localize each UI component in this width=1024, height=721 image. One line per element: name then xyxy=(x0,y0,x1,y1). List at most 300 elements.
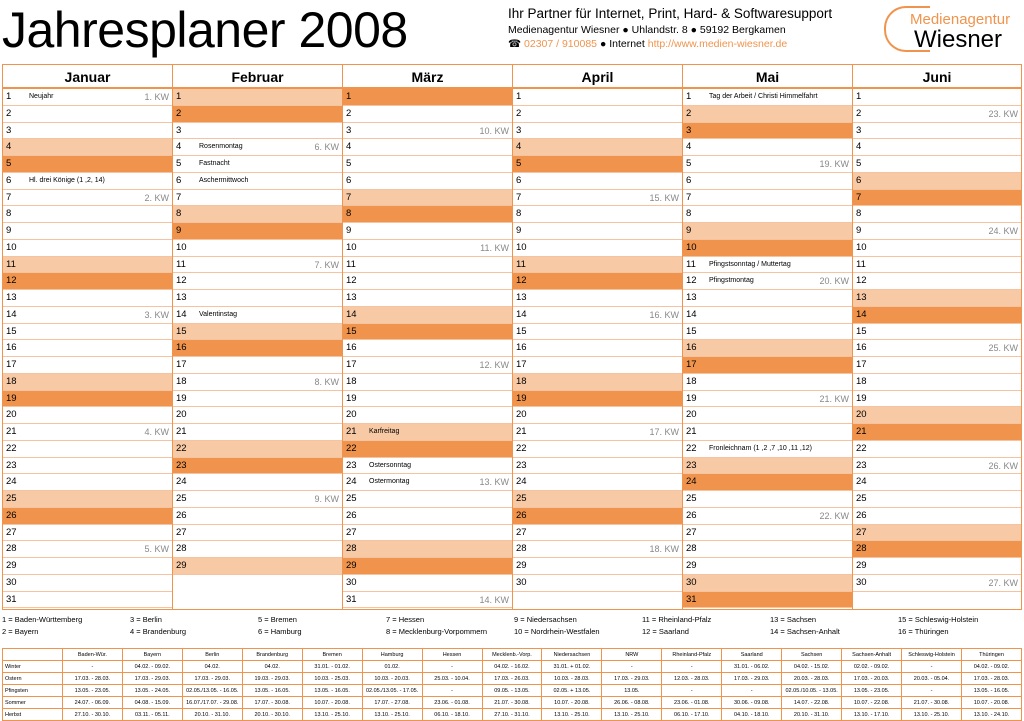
day-row[interactable] xyxy=(3,592,172,609)
day-row[interactable] xyxy=(343,558,512,575)
day-row[interactable] xyxy=(683,106,852,123)
day-row[interactable] xyxy=(513,190,682,207)
day-row[interactable] xyxy=(3,458,172,475)
table-cell: 13.10. - 25.10. xyxy=(602,709,662,721)
day-row[interactable] xyxy=(3,474,172,491)
day-row[interactable] xyxy=(853,89,1021,106)
day-row[interactable] xyxy=(173,223,342,240)
day-row[interactable] xyxy=(3,508,172,525)
day-row[interactable] xyxy=(513,173,682,190)
day-row[interactable] xyxy=(683,407,852,424)
day-number: 1 xyxy=(346,91,352,102)
day-row[interactable] xyxy=(343,340,512,357)
day-row[interactable] xyxy=(853,307,1021,324)
day-number: 8 xyxy=(516,208,522,220)
day-row[interactable] xyxy=(853,223,1021,240)
day-row[interactable] xyxy=(683,156,852,173)
day-row[interactable] xyxy=(513,541,682,558)
day-row[interactable] xyxy=(173,123,342,140)
day-number: 11 xyxy=(176,258,186,270)
day-row[interactable] xyxy=(683,491,852,508)
day-row[interactable] xyxy=(3,357,172,374)
internet-label: ● Internet xyxy=(599,38,645,50)
day-row[interactable] xyxy=(173,206,342,223)
day-number: 8 xyxy=(856,208,862,220)
day-number: 12 xyxy=(176,275,187,287)
table-header-cell: Saarland xyxy=(722,649,782,661)
day-number: 28 xyxy=(686,543,697,555)
table-row xyxy=(3,697,1022,709)
month-column xyxy=(172,64,342,610)
day-row[interactable] xyxy=(173,374,342,391)
table-cell: 17.03. - 28.03. xyxy=(62,673,122,685)
day-row[interactable] xyxy=(3,558,172,575)
phone-number[interactable]: 02307 / 910085 xyxy=(524,38,598,50)
table-cell: 13.05. - 16.05. xyxy=(242,685,302,697)
day-number: 19 xyxy=(856,392,867,404)
day-number: 5 xyxy=(176,158,182,169)
day-number: 25 xyxy=(6,493,17,504)
week-number: 24. KW xyxy=(988,226,1018,236)
table-cell: 04.02. - 16.02. xyxy=(482,661,542,673)
day-row[interactable] xyxy=(173,89,342,106)
day-row[interactable] xyxy=(853,474,1021,491)
day-row[interactable] xyxy=(683,424,852,441)
day-number: 4 xyxy=(856,141,862,153)
day-row[interactable] xyxy=(343,474,512,491)
day-row[interactable] xyxy=(3,491,172,508)
day-row[interactable] xyxy=(173,240,342,257)
table-cell: - xyxy=(662,685,722,697)
day-row[interactable] xyxy=(683,357,852,374)
day-row[interactable] xyxy=(173,307,342,324)
table-header-cell: Niedersachsen xyxy=(542,649,602,661)
day-row[interactable] xyxy=(343,424,512,441)
day-number: 27 xyxy=(346,526,357,538)
day-row[interactable] xyxy=(3,324,172,341)
day-row[interactable] xyxy=(3,240,172,257)
day-row[interactable] xyxy=(513,139,682,156)
day-row[interactable] xyxy=(343,223,512,240)
day-row[interactable] xyxy=(3,139,172,156)
day-number: 24 xyxy=(176,476,187,488)
day-row[interactable] xyxy=(683,139,852,156)
day-row[interactable] xyxy=(853,558,1021,575)
day-row[interactable] xyxy=(3,407,172,424)
day-row[interactable] xyxy=(3,575,172,592)
day-number: 30 xyxy=(856,576,867,588)
day-row[interactable] xyxy=(513,558,682,575)
day-row[interactable] xyxy=(853,391,1021,408)
day-row[interactable] xyxy=(683,441,852,458)
day-number: 5 xyxy=(686,158,692,169)
day-row[interactable] xyxy=(683,240,852,257)
day-number: 21 xyxy=(346,426,357,437)
day-row[interactable] xyxy=(513,525,682,542)
day-row[interactable] xyxy=(343,89,512,106)
day-row[interactable] xyxy=(683,374,852,391)
table-cell: 25.03. - 10.04. xyxy=(422,673,482,685)
day-row[interactable] xyxy=(513,307,682,324)
day-row[interactable] xyxy=(173,458,342,475)
legend-item: 6 = Hamburg xyxy=(258,627,302,636)
day-row[interactable] xyxy=(853,340,1021,357)
day-row[interactable] xyxy=(513,491,682,508)
day-row[interactable] xyxy=(853,508,1021,525)
day-row[interactable] xyxy=(3,173,172,190)
day-number: 14 xyxy=(516,308,527,320)
legend-item: 7 = Hessen xyxy=(386,615,425,624)
table-cell: 04.08. - 15.09. xyxy=(122,697,182,709)
day-row[interactable] xyxy=(3,89,172,106)
day-row[interactable] xyxy=(343,273,512,290)
day-number: 22 xyxy=(686,442,697,454)
day-row[interactable] xyxy=(853,441,1021,458)
table-cell: 30.06. - 09.08. xyxy=(722,697,782,709)
day-number: 2 xyxy=(6,107,12,119)
table-cell: 26.06. - 08.08. xyxy=(602,697,662,709)
table-cell: 13.10. - 17.10. xyxy=(842,709,902,721)
day-number: 10 xyxy=(516,241,527,253)
day-row[interactable] xyxy=(173,474,342,491)
day-number: 27 xyxy=(686,526,697,538)
day-number: 17 xyxy=(516,359,527,370)
day-row[interactable] xyxy=(513,223,682,240)
page-title: Jahresplaner 2008 xyxy=(2,2,408,58)
day-row[interactable] xyxy=(513,424,682,441)
day-row[interactable] xyxy=(343,458,512,475)
day-number: 29 xyxy=(686,560,697,571)
day-row[interactable] xyxy=(3,223,172,240)
day-row[interactable] xyxy=(853,173,1021,190)
day-row[interactable] xyxy=(513,474,682,491)
day-row[interactable] xyxy=(683,458,852,475)
day-row[interactable] xyxy=(173,156,342,173)
day-row[interactable] xyxy=(513,257,682,274)
day-row[interactable] xyxy=(3,156,172,173)
day-row[interactable] xyxy=(173,558,342,575)
table-header-cell: NRW xyxy=(602,649,662,661)
day-row[interactable] xyxy=(853,491,1021,508)
day-row[interactable] xyxy=(173,525,342,542)
day-row[interactable] xyxy=(683,173,852,190)
day-row[interactable] xyxy=(683,89,852,106)
day-row[interactable] xyxy=(853,139,1021,156)
day-number: 3 xyxy=(516,124,522,136)
table-header-row xyxy=(3,649,1022,661)
table-cell: 16.07./17.07. - 29.08. xyxy=(182,697,242,709)
table-cell: 17.03. - 28.03. xyxy=(962,673,1022,685)
day-row[interactable] xyxy=(3,424,172,441)
day-row[interactable] xyxy=(3,123,172,140)
day-row[interactable] xyxy=(683,340,852,357)
day-row[interactable] xyxy=(343,357,512,374)
table-cell: 14.07. - 22.08. xyxy=(782,697,842,709)
table-row xyxy=(3,709,1022,721)
day-number: 29 xyxy=(856,560,867,571)
day-row[interactable] xyxy=(343,491,512,508)
day-row[interactable] xyxy=(343,139,512,156)
table-cell: 10.07. - 20.08. xyxy=(302,697,362,709)
day-number: 10 xyxy=(686,241,697,253)
holiday-label: Neujahr xyxy=(29,93,54,100)
month-column xyxy=(512,64,682,610)
day-number: 10 xyxy=(346,241,357,253)
day-row[interactable] xyxy=(173,407,342,424)
day-number: 31 xyxy=(6,593,17,605)
table-cell: 17.07. - 30.08. xyxy=(242,697,302,709)
day-row[interactable] xyxy=(683,558,852,575)
day-row[interactable] xyxy=(853,357,1021,374)
day-row[interactable] xyxy=(513,290,682,307)
day-row[interactable] xyxy=(683,206,852,223)
day-number: 30 xyxy=(516,576,527,588)
day-row[interactable] xyxy=(343,525,512,542)
day-row[interactable] xyxy=(853,541,1021,558)
day-number: 26 xyxy=(176,509,187,521)
day-number: 14 xyxy=(346,308,357,320)
day-row[interactable] xyxy=(343,541,512,558)
day-row[interactable] xyxy=(3,273,172,290)
day-row[interactable] xyxy=(3,190,172,207)
table-header-cell: Bayern xyxy=(122,649,182,661)
day-row[interactable] xyxy=(853,324,1021,341)
day-row[interactable] xyxy=(173,424,342,441)
day-number: 26 xyxy=(856,509,867,521)
legend-item: 3 = Berlin xyxy=(130,615,162,624)
day-number: 22 xyxy=(346,442,357,454)
day-row[interactable] xyxy=(513,575,682,592)
day-row[interactable] xyxy=(853,240,1021,257)
day-row[interactable] xyxy=(513,441,682,458)
table-cell: 10.07. - 20.08. xyxy=(542,697,602,709)
day-row[interactable] xyxy=(3,290,172,307)
day-row[interactable] xyxy=(173,340,342,357)
day-number: 6 xyxy=(856,174,862,186)
day-row[interactable] xyxy=(173,106,342,123)
day-number: 28 xyxy=(176,543,187,555)
day-number: 21 xyxy=(856,426,867,437)
day-row[interactable] xyxy=(853,575,1021,592)
day-row[interactable] xyxy=(853,407,1021,424)
day-number: 24 xyxy=(346,476,357,488)
day-row[interactable] xyxy=(343,592,512,609)
day-row[interactable] xyxy=(3,525,172,542)
day-row[interactable] xyxy=(853,156,1021,173)
table-cell: 24.07. - 06.09. xyxy=(62,697,122,709)
day-row[interactable] xyxy=(343,391,512,408)
day-row[interactable] xyxy=(683,541,852,558)
day-row[interactable] xyxy=(173,257,342,274)
day-row[interactable] xyxy=(343,441,512,458)
day-row[interactable] xyxy=(343,173,512,190)
day-row[interactable] xyxy=(853,106,1021,123)
day-row[interactable] xyxy=(343,374,512,391)
day-row[interactable] xyxy=(173,173,342,190)
day-row[interactable] xyxy=(513,240,682,257)
table-cell: 02.05./13.05. - 17.05. xyxy=(362,685,422,697)
table-cell: 04.02. xyxy=(182,661,242,673)
day-row[interactable] xyxy=(173,541,342,558)
day-row[interactable] xyxy=(173,139,342,156)
table-cell: 13.10. - 25.10. xyxy=(362,709,422,721)
day-row[interactable] xyxy=(853,374,1021,391)
holiday-label: Valentinstag xyxy=(199,310,238,318)
day-row[interactable] xyxy=(343,324,512,341)
row-label: Ostern xyxy=(3,673,63,685)
day-number: 1 xyxy=(176,91,182,102)
day-row[interactable] xyxy=(853,123,1021,140)
day-number: 12 xyxy=(856,275,867,287)
day-row[interactable] xyxy=(343,257,512,274)
day-row[interactable] xyxy=(3,106,172,123)
week-number: 25. KW xyxy=(988,343,1018,354)
day-number: 25 xyxy=(686,493,697,504)
day-row[interactable] xyxy=(683,190,852,207)
day-row[interactable] xyxy=(343,123,512,140)
day-row[interactable] xyxy=(173,273,342,290)
day-row[interactable] xyxy=(513,123,682,140)
day-row[interactable] xyxy=(173,190,342,207)
day-row[interactable] xyxy=(173,508,342,525)
day-row[interactable] xyxy=(3,541,172,558)
table-row xyxy=(3,661,1022,673)
day-row[interactable] xyxy=(173,491,342,508)
day-row[interactable] xyxy=(683,307,852,324)
day-row[interactable] xyxy=(343,575,512,592)
day-row[interactable] xyxy=(3,206,172,223)
day-row[interactable] xyxy=(3,374,172,391)
day-row[interactable] xyxy=(513,106,682,123)
day-row[interactable] xyxy=(683,508,852,525)
day-row[interactable] xyxy=(343,307,512,324)
day-row[interactable] xyxy=(683,223,852,240)
day-row[interactable] xyxy=(513,340,682,357)
legend-item: 1 = Baden-Württemberg xyxy=(2,615,83,624)
day-row[interactable] xyxy=(683,324,852,341)
day-row[interactable] xyxy=(173,391,342,408)
day-number: 7 xyxy=(6,191,12,203)
day-row[interactable] xyxy=(683,290,852,307)
day-row[interactable] xyxy=(3,441,172,458)
day-row[interactable] xyxy=(343,190,512,207)
day-number: 15 xyxy=(176,325,187,337)
day-number: 19 xyxy=(176,392,187,404)
day-number: 24 xyxy=(856,476,867,488)
table-header-cell: Sachsen xyxy=(782,649,842,661)
day-row[interactable] xyxy=(343,156,512,173)
day-row[interactable] xyxy=(513,156,682,173)
day-row[interactable] xyxy=(3,340,172,357)
day-row[interactable] xyxy=(343,407,512,424)
day-row[interactable] xyxy=(343,290,512,307)
day-row[interactable] xyxy=(853,273,1021,290)
table-cell: 20.03. - 28.03. xyxy=(782,673,842,685)
day-number: 25 xyxy=(516,493,527,504)
day-number: 17 xyxy=(686,359,697,370)
week-number: 16. KW xyxy=(649,309,679,320)
day-row[interactable] xyxy=(173,357,342,374)
day-row[interactable] xyxy=(513,508,682,525)
day-row[interactable] xyxy=(853,190,1021,207)
week-number: 20. KW xyxy=(819,276,849,287)
day-row[interactable] xyxy=(683,525,852,542)
day-row[interactable] xyxy=(683,391,852,408)
day-row[interactable] xyxy=(683,273,852,290)
day-row[interactable] xyxy=(853,525,1021,542)
month-column xyxy=(682,64,852,610)
month-column xyxy=(852,64,1022,610)
day-row[interactable] xyxy=(513,407,682,424)
row-label: Herbst xyxy=(3,709,63,721)
day-row[interactable] xyxy=(513,89,682,106)
day-row[interactable] xyxy=(683,575,852,592)
table-cell: - xyxy=(662,661,722,673)
day-number: 26 xyxy=(346,509,357,521)
calendar-grid xyxy=(2,64,1022,610)
day-row[interactable] xyxy=(853,424,1021,441)
day-row[interactable] xyxy=(683,257,852,274)
day-row[interactable] xyxy=(3,257,172,274)
day-number: 6 xyxy=(6,174,12,186)
day-row[interactable] xyxy=(853,458,1021,475)
day-row[interactable] xyxy=(683,474,852,491)
day-row[interactable] xyxy=(513,391,682,408)
day-row[interactable] xyxy=(173,290,342,307)
day-number: 3 xyxy=(856,124,862,136)
day-number: 26 xyxy=(6,509,17,521)
day-row[interactable] xyxy=(343,240,512,257)
day-row[interactable] xyxy=(3,307,172,324)
day-row[interactable] xyxy=(513,324,682,341)
day-row[interactable] xyxy=(513,458,682,475)
day-number: 14 xyxy=(176,308,187,320)
day-row[interactable] xyxy=(3,391,172,408)
table-cell: 17.03. - 29.03. xyxy=(122,673,182,685)
table-cell: - xyxy=(422,685,482,697)
day-row[interactable] xyxy=(173,441,342,458)
day-row[interactable] xyxy=(683,123,852,140)
day-row[interactable] xyxy=(853,290,1021,307)
website-link[interactable]: http://www.medien-wiesner.de xyxy=(647,38,788,50)
day-number: 23 xyxy=(176,459,187,471)
day-row[interactable] xyxy=(343,508,512,525)
day-row[interactable] xyxy=(513,357,682,374)
table-cell: - xyxy=(422,661,482,673)
day-row[interactable] xyxy=(343,106,512,123)
table-cell: 17.03. - 20.03. xyxy=(842,673,902,685)
day-row[interactable] xyxy=(683,592,852,609)
day-row[interactable] xyxy=(513,273,682,290)
day-number: 28 xyxy=(346,543,357,555)
day-number: 1 xyxy=(856,91,862,102)
week-number: 26. KW xyxy=(988,460,1018,471)
state-legend xyxy=(2,614,1022,644)
day-number: 19 xyxy=(686,392,697,404)
day-row[interactable] xyxy=(513,374,682,391)
day-row[interactable] xyxy=(513,206,682,223)
day-row[interactable] xyxy=(173,324,342,341)
day-number: 7 xyxy=(516,191,522,203)
legend-item: 16 = Thüringen xyxy=(898,627,949,636)
day-row[interactable] xyxy=(853,206,1021,223)
day-row[interactable] xyxy=(853,257,1021,274)
row-label: Pfingsten xyxy=(3,685,63,697)
day-number: 20 xyxy=(686,409,697,421)
day-row[interactable] xyxy=(343,206,512,223)
day-number: 28 xyxy=(6,543,17,555)
day-number: 18 xyxy=(346,375,357,387)
